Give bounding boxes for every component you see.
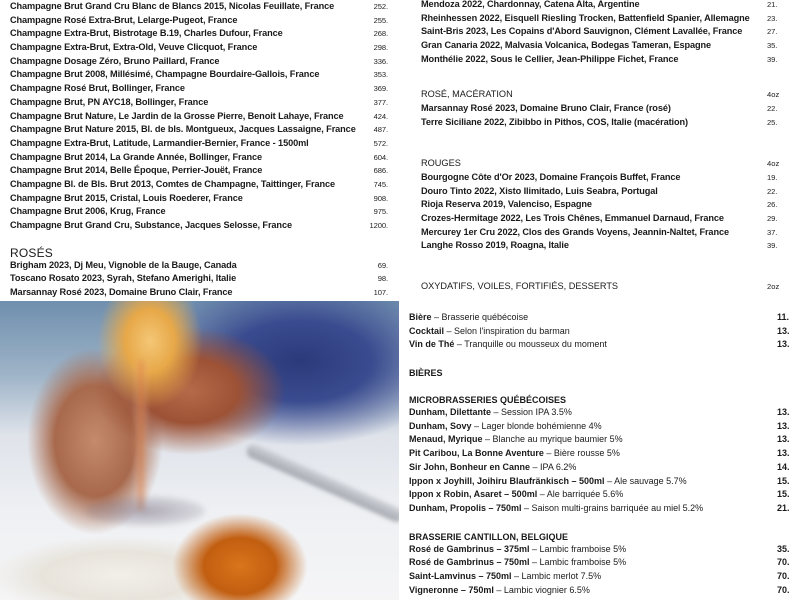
drink-name: Sir John, Bonheur en Canne xyxy=(409,461,531,472)
drink-list-item xyxy=(409,434,791,448)
wine-list-item xyxy=(421,213,781,227)
section-title: ROUGES xyxy=(421,157,461,168)
drink-name: Dunham, Sovy xyxy=(409,420,472,431)
drink-label xyxy=(409,339,607,349)
section-title: ROSÉ, MACÉRATION xyxy=(421,89,513,100)
wine-name: Champagne Extra-Brut, Bistrotage B.19, Charles Dufour, France xyxy=(10,28,283,39)
wine-name: Bourgogne Côte d'Or 2023, Domaine François Buffet, France xyxy=(421,171,681,182)
rose-maceration-heading xyxy=(421,89,781,103)
wine-price: 255. xyxy=(373,15,388,25)
drink-name: Pit Caribou, La Bonne Aventure xyxy=(409,448,544,459)
drink-price: 15. xyxy=(777,489,790,500)
right-bottom-column xyxy=(409,312,791,598)
wine-name: Champagne Rosé Extra-Brut, Lelarge-Pugeot, France xyxy=(10,14,238,25)
wine-name: Champagne Extra-Brut, Extra-Old, Veuve Clicquot, France xyxy=(10,42,258,53)
wine-list-item xyxy=(421,227,781,241)
wine-price: 19. xyxy=(767,172,778,182)
wine-price: 377. xyxy=(373,97,388,107)
wine-list-item xyxy=(10,193,392,207)
wine-price: 353. xyxy=(373,70,388,80)
wine-list-item xyxy=(10,220,392,234)
wine-price: 69. xyxy=(377,260,388,270)
drink-label xyxy=(409,571,601,581)
wine-price: 975. xyxy=(373,207,388,217)
drink-label xyxy=(409,557,626,567)
drink-price: 15. xyxy=(777,475,790,486)
wine-price: 298. xyxy=(373,43,388,53)
drink-price: 11. xyxy=(777,312,790,322)
right-top-column xyxy=(421,0,781,295)
wine-price: 22. xyxy=(767,186,778,196)
wine-name: Champagne Brut Nature, Le Jardin de la Grosse Pierre, Benoit Lahaye, France xyxy=(10,110,344,121)
micro-heading: MICROBRASSERIES QUÉBÉCOISES xyxy=(409,395,567,406)
drink-name: Cocktail xyxy=(409,325,445,336)
wine-list-item xyxy=(421,172,781,186)
wine-list-item xyxy=(421,0,781,13)
drink-label xyxy=(409,407,572,417)
wine-list-item xyxy=(10,287,392,301)
drink-list-item xyxy=(409,421,791,435)
wine-list-item xyxy=(10,69,392,83)
oxydatifs-heading xyxy=(421,281,781,295)
pour-size: 4oz xyxy=(767,158,780,168)
drink-list-item xyxy=(409,476,791,490)
cantillon-list xyxy=(409,544,791,599)
drink-label xyxy=(409,421,602,431)
wine-list-item xyxy=(421,186,781,200)
wine-name: Champagne Brut Grand Cru, Substance, Jacques Selosse, France xyxy=(10,220,292,230)
champagne-list xyxy=(10,1,392,234)
drink-list-item xyxy=(409,312,791,326)
wine-name: Champagne Brut 2008, Millésimé, Champagne Bourdaire-Gallois, France xyxy=(10,69,320,80)
wine-photo xyxy=(0,301,399,600)
wine-price: 369. xyxy=(373,84,388,94)
drink-list-item xyxy=(409,557,791,571)
wine-list-item xyxy=(10,165,392,179)
drink-price: 14. xyxy=(777,461,790,472)
drink-list-item xyxy=(409,448,791,462)
drink-description: – Lambic merlot 7.5% xyxy=(511,570,602,581)
drink-price: 21. xyxy=(777,502,790,513)
drink-description: – IPA 6.2% xyxy=(530,461,577,472)
wine-name: Champagne Brut Nature 2015, Bl. de bls. Montgueux, Jacques Lassaigne, France xyxy=(10,124,356,135)
drink-label xyxy=(409,312,528,322)
drink-label xyxy=(409,326,570,336)
wine-list-item xyxy=(10,179,392,193)
wine-name: Gran Canaria 2022, Malvasia Volcanica, Bodegas Tameran, Espagne xyxy=(421,40,712,51)
drink-name: Saint-Lamvinus – 750ml xyxy=(409,570,512,581)
wine-price: 572. xyxy=(373,138,388,148)
wine-name: Brigham 2023, Dj Meu, Vignoble de la Bauge, Canada xyxy=(10,259,237,270)
micro-list xyxy=(409,407,791,517)
wine-name: Champagne Brut 2014, La Grande Année, Bollinger, France xyxy=(10,151,262,162)
drink-price: 13. xyxy=(777,325,790,336)
drink-label xyxy=(409,462,576,472)
drink-name: Rosé de Gambrinus – 750ml xyxy=(409,557,530,568)
wine-name: Terre Siciliane 2022, Zibibbo in Pithos, COS, Italie (macération) xyxy=(421,117,688,128)
wine-list-item xyxy=(10,273,392,287)
wine-list-item xyxy=(421,13,781,27)
wine-price: 39. xyxy=(767,241,778,251)
drink-price: 13. xyxy=(777,434,790,445)
wine-name: Saint-Bris 2023, Les Copains d'Abord Sauvignon, Clément Lavallée, France xyxy=(421,26,743,37)
drink-name: Ippon x Robin, Asaret – 500ml xyxy=(409,489,538,500)
wine-list-item xyxy=(421,103,781,117)
wine-list-item xyxy=(10,124,392,138)
drink-description: – Brasserie québécoise xyxy=(431,312,529,322)
wine-price: 268. xyxy=(373,29,388,39)
wine-name: Champagne Extra-Brut, Latitude, Larmandier-Bernier, France - 1500ml xyxy=(10,137,309,148)
glass-stem-shape xyxy=(135,361,147,511)
drink-label xyxy=(409,503,703,513)
drink-label xyxy=(409,585,590,595)
roses-list xyxy=(10,260,392,301)
wine-price: 26. xyxy=(767,200,778,210)
wine-list-item xyxy=(10,152,392,166)
wine-price: 336. xyxy=(373,56,388,66)
drink-label xyxy=(409,434,623,444)
wine-name: Douro Tinto 2022, Xisto Ilimitado, Luis Seabra, Portugal xyxy=(421,185,658,196)
wine-price: 25. xyxy=(767,118,778,128)
cantillon-heading: BRASSERIE CANTILLON, BELGIQUE xyxy=(409,531,569,542)
wine-name: Rheinhessen 2022, Eisquell Riesling Trocken, Battenfield Spanier, Allemagne xyxy=(421,12,750,23)
knife-shape xyxy=(245,442,399,524)
rouges-list xyxy=(421,172,781,254)
wine-list-item xyxy=(421,26,781,40)
wine-list-item xyxy=(421,54,781,68)
wine-list-item xyxy=(10,83,392,97)
drink-description: – Session IPA 3.5% xyxy=(491,407,572,418)
drink-list-item xyxy=(409,462,791,476)
wine-name: Champagne Brut 2014, Belle Époque, Perrier-Jouët, France xyxy=(10,165,263,176)
drink-list-item xyxy=(409,585,791,599)
wine-list-item xyxy=(421,240,781,254)
wine-list-item xyxy=(10,56,392,70)
wine-name: Monthélie 2022, Sous le Cellier, Jean-Philippe Fichet, France xyxy=(421,53,679,64)
wine-price: 908. xyxy=(373,193,388,203)
whites-list xyxy=(421,0,781,67)
drink-name: Vin de Thé xyxy=(409,339,455,350)
rose-maceration-list xyxy=(421,103,781,130)
drink-name: Rosé de Gambrinus – 375ml xyxy=(409,543,530,554)
wine-list-item xyxy=(10,28,392,42)
specials-list xyxy=(409,312,791,353)
wine-price: 1200. xyxy=(369,221,388,230)
drink-description: – Blanche au myrique baumier 5% xyxy=(482,434,623,445)
drink-description: – Selon l'inspiration du barman xyxy=(444,325,570,336)
drink-price: 70. xyxy=(777,557,790,568)
wine-list-item xyxy=(10,138,392,152)
wine-price: 21. xyxy=(767,0,778,9)
drink-name: Vigneronne – 750ml xyxy=(409,584,494,595)
drink-name: Bière xyxy=(409,312,432,322)
wine-name: Champagne Brut, PN AYC18, Bollinger, France xyxy=(10,96,209,107)
wine-name: Toscano Rosato 2023, Syrah, Stefano Amerighi, Italie xyxy=(10,273,237,284)
drink-list-item xyxy=(409,544,791,558)
wine-list-item xyxy=(10,97,392,111)
wine-price: 27. xyxy=(767,27,778,37)
drink-list-item xyxy=(409,503,791,517)
pour-size: 2oz xyxy=(767,281,780,291)
wine-list-item xyxy=(421,199,781,213)
drink-description: – Lager blonde bohémienne 4% xyxy=(471,420,602,431)
pour-size: 4oz xyxy=(767,90,780,100)
bieres-heading: BIÈRES xyxy=(409,368,443,379)
wine-name: Champagne Bl. de Bls. Brut 2013, Comtes de Champagne, Taittinger, France xyxy=(10,178,335,189)
drink-label xyxy=(409,489,623,499)
drink-description: – Lambic framboise 5% xyxy=(529,557,627,568)
wine-name: Marsannay Rosé 2023, Domaine Bruno Clair, France xyxy=(10,287,233,298)
wine-name: Champagne Rosé Brut, Bollinger, France xyxy=(10,83,185,94)
roses-heading: ROSÉS xyxy=(10,245,54,260)
drink-name: Dunham, Propolis – 750ml xyxy=(409,502,522,513)
wine-list-item xyxy=(10,111,392,125)
wine-price: 98. xyxy=(377,274,388,284)
wine-price: 35. xyxy=(767,41,778,51)
rouges-heading xyxy=(421,158,781,172)
drink-price: 13. xyxy=(777,448,790,459)
drink-description: – Tranquille ou mousseux du moment xyxy=(454,339,607,350)
wine-list-item xyxy=(10,1,392,15)
wine-name: Langhe Rosso 2019, Roagna, Italie xyxy=(421,240,569,251)
wine-name: Champagne Dosage Zéro, Bruno Paillard, France xyxy=(10,55,220,66)
drink-label xyxy=(409,476,687,486)
drink-price: 13. xyxy=(777,407,790,418)
wine-price: 107. xyxy=(373,288,388,298)
drink-label xyxy=(409,448,620,458)
drink-price: 70. xyxy=(777,570,790,581)
drink-name: Menaud, Myrique xyxy=(409,434,483,445)
wine-list-item xyxy=(421,117,781,131)
section-title: OXYDATIFS, VOILES, FORTIFIÉS, DESSERTS xyxy=(421,280,619,291)
drink-label xyxy=(409,544,626,554)
drink-list-item xyxy=(409,571,791,585)
wine-name: Champagne Brut Grand Cru Blanc de Blancs 2015, Nicolas Feuillate, France xyxy=(10,1,335,11)
drink-name: Dunham, Dilettante xyxy=(409,407,492,418)
wine-price: 424. xyxy=(373,111,388,121)
wine-name: Champagne Brut 2006, Krug, France xyxy=(10,206,166,217)
wine-price: 252. xyxy=(373,2,388,11)
drink-list-item xyxy=(409,407,791,421)
left-column xyxy=(10,1,392,301)
glass-base-shape xyxy=(85,496,205,526)
wine-list-item xyxy=(10,206,392,220)
drink-list-item xyxy=(409,489,791,503)
wine-list-item xyxy=(421,40,781,54)
drink-price: 13. xyxy=(777,420,790,431)
drink-price: 35. xyxy=(777,543,790,554)
wine-price: 487. xyxy=(373,125,388,135)
wine-price: 686. xyxy=(373,166,388,176)
drink-description: – Ale barriquée 5.6% xyxy=(537,489,624,500)
drink-description: – Bière rousse 5% xyxy=(543,448,620,459)
wine-price: 22. xyxy=(767,104,778,114)
wine-price: 604. xyxy=(373,152,388,162)
drink-description: – Saison multi-grains barriquée au miel 5.2% xyxy=(521,502,704,513)
drink-name: Ippon x Joyhill, Joihiru Blaufränkisch – 500ml xyxy=(409,475,605,486)
wine-price: 29. xyxy=(767,213,778,223)
wine-price: 745. xyxy=(373,179,388,189)
wine-name: Mercurey 1er Cru 2022, Clos des Grands Voyens, Jeannin-Naltet, France xyxy=(421,226,729,237)
wine-list-item xyxy=(10,15,392,29)
drink-description: – Lambic viognier 6.5% xyxy=(493,584,590,595)
wine-name: Crozes-Hermitage 2022, Les Trois Chênes, Emmanuel Darnaud, France xyxy=(421,212,724,223)
wine-name: Rioja Reserva 2019, Valenciso, Espagne xyxy=(421,199,592,210)
drink-price: 70. xyxy=(777,584,790,595)
wine-price: 23. xyxy=(767,13,778,23)
wine-name: Mendoza 2022, Chardonnay, Catena Alta, Argentine xyxy=(421,0,640,9)
wine-name: Champagne Brut 2015, Cristal, Louis Roederer, France xyxy=(10,192,243,203)
wine-price: 37. xyxy=(767,227,778,237)
drink-description: – Lambic framboise 5% xyxy=(529,543,627,554)
drink-list-item xyxy=(409,326,791,340)
drink-list-item xyxy=(409,339,791,353)
wine-price: 39. xyxy=(767,54,778,64)
wine-list-item xyxy=(10,42,392,56)
drink-description: – Ale sauvage 5.7% xyxy=(604,475,687,486)
wine-list-item xyxy=(10,260,392,274)
wine-name: Marsannay Rosé 2023, Domaine Bruno Clair, France (rosé) xyxy=(421,103,671,114)
drink-price: 13. xyxy=(777,339,790,350)
